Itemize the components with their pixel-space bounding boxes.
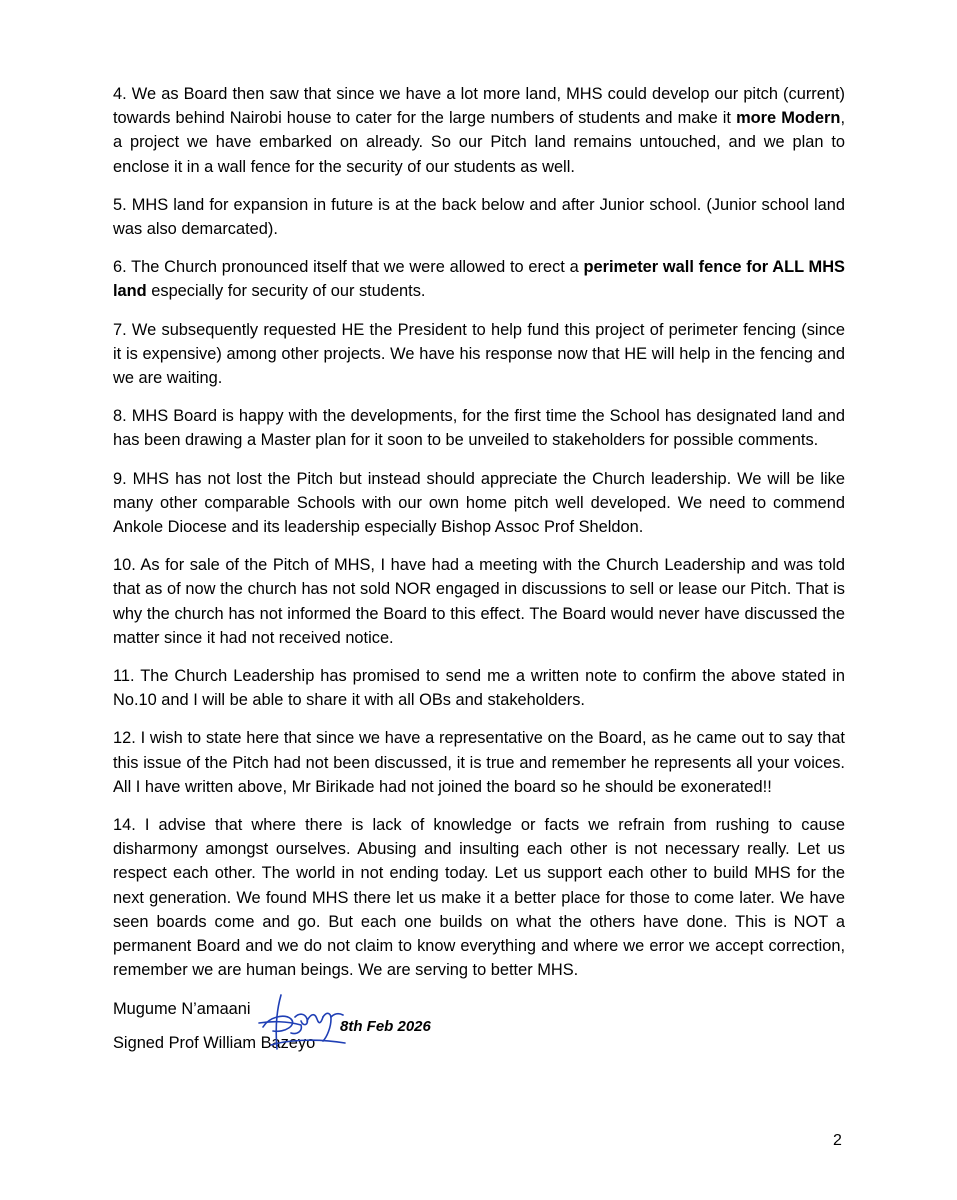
signature-date: 8th Feb 2026 bbox=[340, 1017, 431, 1035]
paragraph-6 bbox=[113, 255, 845, 303]
paragraph-6-text-a: 6. The Church pronounced itself that we were allowed to erect a bbox=[113, 258, 584, 277]
signed-by-line: Signed Prof William Bazeyo bbox=[113, 1033, 316, 1052]
paragraph-6-bold: perimeter wall fence for ALL MHS land bbox=[113, 258, 845, 301]
paragraph-7: 7. We subsequently requested HE the President to help fund this project of perimeter fencing (since it is expensive) among other projects. We have his response now that HE will help in the fencing and we are waiting. bbox=[113, 320, 845, 388]
paragraph-11: 11. The Church Leadership has promised to send me a written note to confirm the above stated in No.10 and I will be able to share it with all OBs and stakeholders. bbox=[113, 667, 845, 710]
paragraph-6-text-c: especially for security of our students. bbox=[146, 282, 426, 301]
paragraph-4-text-c: , a project we have embarked on already. So our Pitch land remains untouched, and we plan to enclose it in a wall fence for the security of our students as well. bbox=[113, 109, 845, 176]
page-number: 2 bbox=[833, 1132, 842, 1149]
paragraph-4-text-a: 4. We as Board then saw that since we have a lot more land, MHS could develop our pitch (current) towards behind Nairobi house to cater for the large numbers of students and make it bbox=[113, 85, 845, 128]
paragraph-10: 10. As for sale of the Pitch of MHS, I have had a meeting with the Church Leadership and was told that as of now the church has not sold NOR engaged in discussions to sell or lease our Pitch. That is why the church has not informed the Board to this effect. The Board would never have discussed the matter since it had not received notice. bbox=[113, 556, 845, 647]
paragraph-4-bold: more Modern bbox=[736, 109, 841, 128]
motto-line: Mugume N’amaani bbox=[113, 999, 251, 1018]
signoff-block bbox=[113, 997, 845, 1055]
paragraph-8: 8. MHS Board is happy with the developments, for the first time the School has designated land and has been drawing a Master plan for it soon to be unveiled to stakeholders for possible comments. bbox=[113, 407, 845, 450]
paragraph-12: 12. I wish to state here that since we have a representative on the Board, as he came out to say that this issue of the Pitch had not been discussed, it is true and remember he represents all your voices. All I have written above, Mr Birikade had not joined the board so he should be exonerated!! bbox=[113, 729, 845, 796]
paragraph-9: 9. MHS has not lost the Pitch but instead should appreciate the Church leadership. We will be like many other comparable Schools with our own home pitch well developed. We need to commend Ankole Diocese and its leadership especially Bishop Assoc Prof Sheldon. bbox=[113, 469, 845, 537]
paragraph-4 bbox=[113, 82, 845, 179]
letter-page bbox=[113, 82, 845, 1055]
paragraph-14: 14. I advise that where there is lack of knowledge or facts we refrain from rushing to cause disharmony amongst ourselves. Abusing and insulting each other is not necessary really. Let us respect each other. The world in not ending today. Let us support each other to build MHS for the next generation. We found MHS there let us make it a better place for those to come later. We have seen boards come and go. But each one builds on what the others have done. This is NOT a permanent Board and we do not claim to know everything and where we error we accept correction, remember we are human beings. We are serving to better MHS. bbox=[113, 816, 845, 980]
paragraph-5: 5. MHS land for expansion in future is at the back below and after Junior school. (Junior school land was also demarcated). bbox=[113, 195, 845, 239]
